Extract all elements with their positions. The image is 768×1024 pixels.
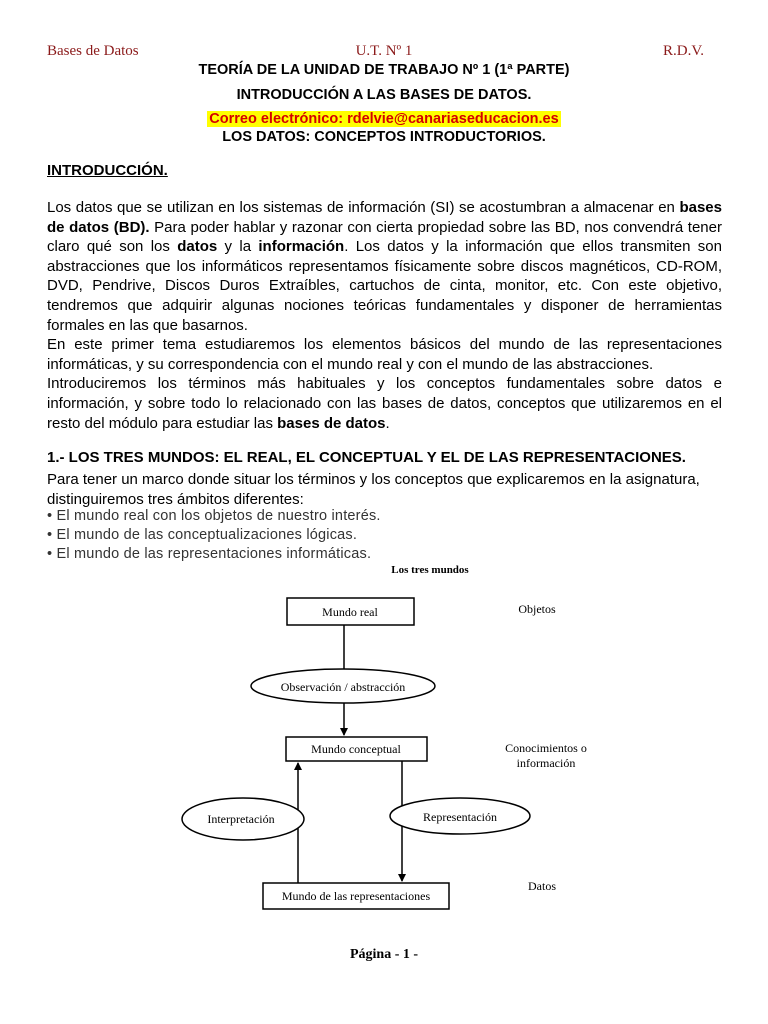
intro-paragraph-1: Los datos que se utilizan en los sistemas de información (SI) se acostumbran a almacenar en bases de datos (BD). Para poder hablar y razonar con cierta propiedad sobre las BD, nos convendrá tener claro qué son los datos y la información. Los datos y la información que ellos transmiten son abstracciones que los informáticos representamos físicamente sobre discos magnéticos, CD-ROM, DVD, Pendrive, Discos Duros Extraíbles, cartuchos de cinta, monitor, etc. Con este objetivo, tendremos que adquirir algunas nociones teóricas fundamentales y disponer de herramientas formales en las que basarnos. [47,199,722,334]
intro-paragraph-2: En este primer tema estudiaremos los elementos básicos del mundo de las representaciones informáticas, y su correspondencia con el mundo real y con el mundo de las abstracciones. [47,336,722,373]
document-subtitle: INTRODUCCIÓN A LAS BASES DE DATOS. [236,87,532,103]
document-topic: LOS DATOS: CONCEPTOS INTRODUCTORIOS. [222,129,546,145]
section-1-bullets [47,507,381,564]
section-1-heading: 1.- LOS TRES MUNDOS: EL REAL, EL CONCEPTUAL Y EL DE LAS REPRESENTACIONES. [47,449,686,466]
page-number: Página - 1 - [349,947,419,962]
ellipse-representacion-label: Representación [423,810,497,824]
box-mundo-representaciones-label: Mundo de las representaciones [281,889,431,903]
page-header [0,43,768,63]
label-objetos: Objetos [518,602,556,616]
email-line [0,110,768,128]
intro-body [47,198,722,433]
intro-heading: INTRODUCCIÓN. [47,162,168,179]
intro-paragraph-3: Introduciremos los términos más habituales y los conceptos fundamentales sobre datos e información, y sobre todo lo relacionado con las bases de datos, conceptos que utilizaremos en el resto del módulo para estudiar las bases de datos. [47,375,722,432]
box-mundo-conceptual-label: Mundo conceptual [311,742,401,756]
header-unit: U.T. Nº 1 [355,43,413,59]
list-item: • El mundo real con los objetos de nuestro interés. [47,508,381,524]
figure-caption: Los tres mundos [391,564,469,576]
list-item: • El mundo de las representaciones informáticas. [47,546,372,562]
box-mundo-real-label: Mundo real [322,605,378,619]
ellipse-observacion-label: Observación / abstracción [280,680,406,694]
email-link[interactable]: Correo electrónico: rdelvie@canariaseducacion.es [209,111,559,127]
section-1-text: Para tener un marco donde situar los términos y los conceptos que explicaremos en la asignatura, distinguiremos tres ámbitos diferentes: [47,471,700,508]
header-subject: Bases de Datos [47,43,139,59]
label-conocimientos: Conocimientos o información [505,741,587,770]
header-author: R.D.V. [663,43,704,59]
label-datos: Datos [528,879,556,893]
ellipse-interpretacion-label: Interpretación [207,812,275,826]
three-worlds-diagram [0,580,768,920]
document-title: TEORÍA DE LA UNIDAD DE TRABAJO Nº 1 (1ª PARTE) [198,62,570,78]
list-item: • El mundo de las conceptualizaciones lógicas. [47,527,358,543]
